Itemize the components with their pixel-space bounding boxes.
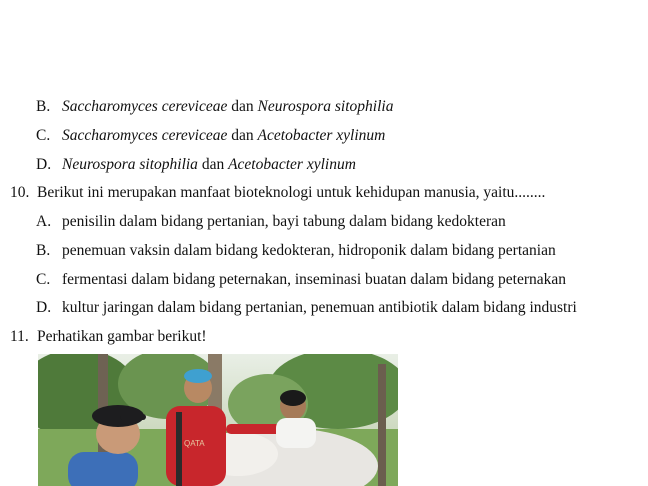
species-name: Acetobacter xylinum [228,156,356,173]
species-name: Acetobacter xylinum [257,127,386,144]
q9-option-b [36,97,393,117]
option-letter: B. [36,242,51,259]
question-number: 11. [10,328,29,345]
question-text: Perhatikan gambar berikut! [37,328,207,345]
species-name: Neurospora sitophilia [257,98,394,115]
option-letter: D. [36,299,52,316]
species-name: Neurospora sitophilia [62,156,198,173]
q9-option-d [36,155,356,175]
option-text: kultur jaringan dalam bidang pertanian, penemuan antibiotik dalam bidang industri [62,299,577,316]
cattle-insemination-photo [38,354,398,486]
photo-illustration [38,354,398,486]
question-text: Berikut ini merupakan manfaat bioteknologi untuk kehidupan manusia, yaitu........ [37,184,546,201]
q10-option-c [36,270,566,290]
q10-option-b [36,241,556,261]
option-letter: C. [36,271,51,288]
option-text: penisilin dalam bidang pertanian, bayi tabung dalam bidang kedokteran [62,213,506,230]
option-letter: B. [36,98,51,115]
option-letter: C. [36,127,51,144]
q10-option-a [36,212,506,232]
conjunction: dan [227,98,258,115]
question-11 [10,327,207,347]
question-number: 10. [10,184,30,201]
species-name: Saccharomyces cereviceae [62,127,228,144]
option-text: penemuan vaksin dalam bidang kedokteran, hidroponik dalam bidang pertanian [62,242,556,259]
conjunction: dan [197,156,229,173]
species-name: Saccharomyces cereviceae [62,98,228,115]
option-text: fermentasi dalam bidang peternakan, inseminasi buatan dalam bidang peternakan [62,271,566,288]
option-letter: A. [36,213,52,230]
q10-option-d [36,298,577,318]
conjunction: dan [227,127,258,144]
q9-option-c [36,126,385,146]
shirt-text: QATA [184,439,205,448]
question-10 [10,183,545,203]
option-letter: D. [36,156,52,173]
